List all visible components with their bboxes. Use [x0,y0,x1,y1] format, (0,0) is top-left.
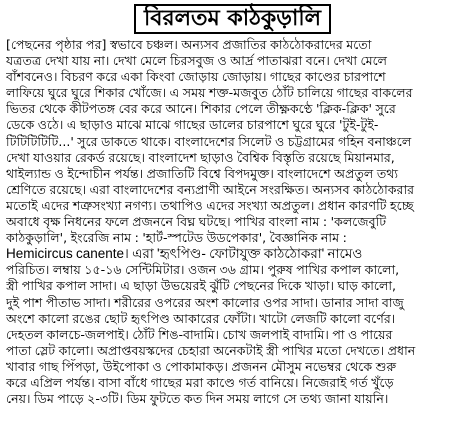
article-title: বিরলতম কাঠকুড়ালি [134,4,331,34]
article-body [6,37,459,407]
article-line-text: স্বভাবে চঞ্চল। অন্যসব প্রজাতির কাঠঠোকরাদের মতো [106,37,372,52]
article-line: শ্রেণিতে রয়েছে। এরা বাংলাদেশের বন্যপ্রাণী আইনে সংরক্ষিত। অন্যসব কাঠঠোকরার [6,181,415,197]
article-line: অংশে কালো রঙের ছোট হৃৎপিণ্ড আকারের ফোঁটা। খাটো লেজটি কালো বর্ণের। [6,310,396,326]
article-line [6,37,459,53]
article-line: দেখা যাওয়ার রেকর্ড রয়েছে। বাংলাদেশ ছাড়াও বৈশ্বিক বিস্তৃতি রয়েছে মিয়ানমার, [6,149,395,165]
article-line: পরিচিত। লম্বায় ১৫-১৬ সেন্টিমিটার। ওজন ৩৬ গ্রাম। পুরুষ পাখির কপাল কালো, [6,262,400,278]
title-container [6,4,459,34]
article-line: কাঠকুড়ালি', ইংরেজি নাম : 'হার্ট-স্পটেড উডপেকার', বৈজ্ঞানিক নাম : [6,230,347,246]
article-line: মতোই এদের শত্রুসংখ্যা নগণ্য। তথাপিও এদের সংখ্যা অপ্রতুল। প্রধান কারণটি হচ্ছে [6,197,414,213]
article-line: লাফিয়ে ঘুরে ঘুরে শিকার খোঁজে। এ সময় শক্ত-মজবুত ঠোঁট চালিয়ে গাছের বাকলের [6,85,413,101]
article-line: করে এপ্রিল পর্যন্ত। বাসা বাঁধে গাছের মরা কাণ্ডে গর্ত বানিয়ে। নিজেরাই গর্ত খুঁড়ে [6,374,394,390]
article-line-scientific-name: Hemicircus canente। এরা 'হৃৎপিণ্ড- ফোটাযুক্ত কাঠঠোকরা' নামেও [6,246,363,262]
article-line: দুই পাশ পীতাভ সাদা। শরীরের ওপরের অংশ কালোর ওপর সাদা। ডানার সাদা বাজু [6,294,404,310]
article-line: খাবার গাছ পিঁপড়া, উইপোকা ও পোকামাকড়। প্রজনন মৌসুম নভেম্বর থেকে শুরু [6,358,397,374]
article-line: ডেকে ওঠে। এ ছাড়াও মাঝে মাঝে গাছের ডালের চারপাশে ঘুরে ঘুরে 'টুই-টুই- [6,117,379,133]
article-line: ভিতর থেকে কীটপতঙ্গ বের করে আনে। শিকার পেলে তীক্ষ্ণকণ্ঠে 'ক্লিক-ক্লিক' সুরে [6,101,396,117]
article-line: বাঁশবনেও। বিচরণ করে একা কিংবা জোড়ায় জোড়ায়। গাছের কাণ্ডের চারপাশে [6,69,386,85]
article-line: স্ত্রী পাখির কপাল সাদা। এ ছাড়া উভয়েরই ঝুঁটি পেছনের দিকে খাড়া। ঘাড় কালো, [6,278,397,294]
article-line: নেয়। ডিম পাড়ে ২-৩টি। ডিম ফুটতে কত দিন সময় লাগে সে তথ্য জানা যায়নি। [6,391,389,407]
article-line: দেহতল কালচে-জলপাই। ঠোঁট শিঙ-বাদামি। চোখ জলপাই বাদামি। পা ও পায়ের [6,326,393,342]
article-line: অবাধে বৃক্ষ নিধনের ফলে প্রজননে বিঘ্ন ঘটছে। পাখির বাংলা নাম : 'কলজেবুটি [6,214,387,230]
article-line: টিটিটিটিটি...' সুরে ডাকতে থাকে। বাংলাদেশের সিলেট ও চট্টগ্রামের গহিন বনাঞ্চলে [6,133,412,149]
continued-from-label: [পেছনের পৃষ্ঠার পর] [6,37,107,52]
article-line: পাতা স্লেট কালো। অপ্রাপ্তবয়স্কদের চেহারা অনেকটাই স্ত্রী পাখির মতো দেখতে। প্রধান [6,342,416,358]
article-line: থাইল্যান্ড ও ইন্দোচীন পর্যন্ত। প্রজাতিটি বিশ্বে বিপদমুক্ত। বাংলাদেশে অপ্রতুল তথ্য [6,165,399,181]
article-line: যত্রতত্র দেখা যায় না। দেখা মেলে চিরসবুজ ও আর্দ্র পাতাঝরা বনে। দেখা মেলে [6,53,388,69]
